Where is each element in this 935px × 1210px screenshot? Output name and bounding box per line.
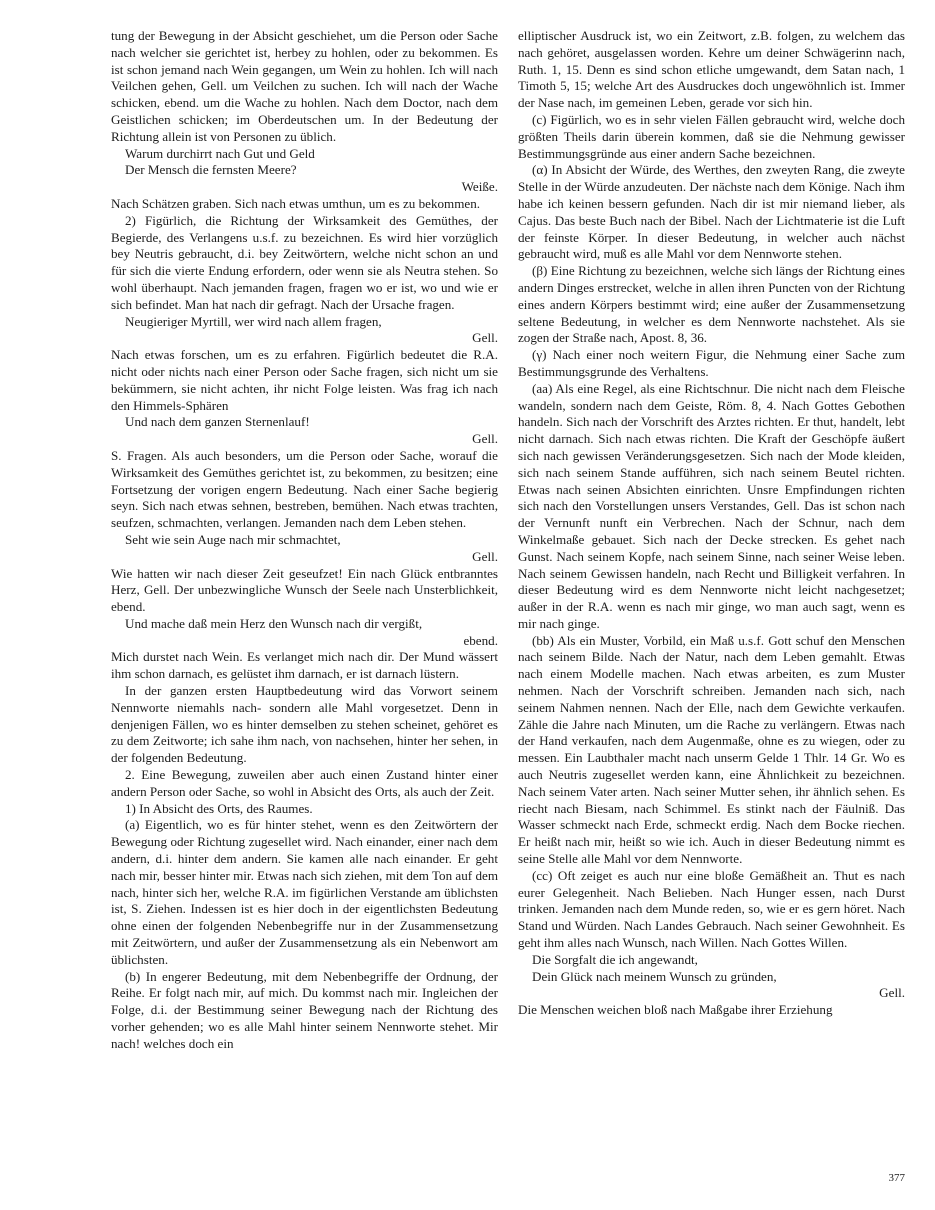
paragraph: elliptischer Ausdruck ist, wo ein Zeitwort, z.B. folgen, zu welchem das nach gehöret, ausgelassen worden. Kehre um deiner Schwägerinn nach, Ruth. 1, 15. Denn es sind schon etliche umgewandt, dem Satan nach, 1 Timoth 5, 15; welche Art des Ausdruckes doch ungewöhnlich ist. Immer der Nase nach, im gemeinen Leben, gerade vor sich hin.: [518, 28, 905, 111]
verse-line: Dein Glück nach meinem Wunsch zu gründen,: [532, 968, 777, 984]
source-citation: ebend.: [463, 632, 498, 648]
verse-line: Die Sorgfalt die ich angewandt,: [532, 951, 698, 967]
source-citation: Gell.: [472, 330, 498, 346]
indented-paragraph: (aa) Als eine Regel, als eine Richtschnur. Die nicht nach dem Fleische wandeln, sondern nach dem Geiste, Röm. 8, 4. Nach Gottes Gebothen handeln. Sich nach der Vorschrift des Arztes richten. Er thut, handelt, lebt nicht darnach. Sich nach etwas richten. Die Kraft der Geschöpfe äußert sich nach gewissen Veränderungsgesetzen. Sich nach der Mode kleiden, sich nach seinem Stande aufführen, sich nach seinem Beutel richten. Etwas nach seinen Absichten einrichten. Unsre Empfindungen richten sich nach den Vorstellungen unsers Verstandes, Gell. Das ist schon nach der Vernunft nunft ein Verbrechen. Nach der Schnur, nach dem Winkelmaße gebauet. Sich nach der Decke strecken. Es gehet nach Gunst. Nach seinem Kopfe, nach seinem Sinne, nach seiner Weise leben. Nach seinem Gewissen handeln, nach Recht und Billigkeit verfahren. In dieser Bedeutung wird es dem Nennworte nicht leicht nachgesetzet; außer in der R.A. wenn es nach mir ginge, wo man auch sagt, wenn es mir nach ginge.: [518, 380, 905, 631]
indented-paragraph: (a) Eigentlich, wo es für hinter stehet, wenn es den Zeitwörtern der Bewegung oder Richtung zugesellet wird. Nach einander, einer nach dem andern, d.i. hinter dem andern. Sie kamen alle nach einander. Er geht nach mir, besser hinter mir. Etwas nach sich ziehen, mit dem Ton auf dem nach, hinter sich her, welche R.A. im figürlichen Verstande am üblichsten ist, S. Ziehen. Indessen ist es hier doch in der eigentlichsten Bedeutung ohne einen der folgenden Nebenbegriffe nur in der Zusammensetzung mit Zeitwörtern, und außer der Zusammensetzung als ein Nebenwort am üblichsten.: [111, 817, 498, 967]
source-citation: Gell.: [879, 985, 905, 1001]
source-citation: Gell.: [472, 431, 498, 447]
left-column: [111, 28, 498, 1053]
indented-paragraph: In der ganzen ersten Hauptbedeutung wird das Vorwort seinem Nennworte niemahls nach- sondern alle Mahl vorgesetzet. Denn in denjenigen Fällen, wo es hinter demselben zu stehen scheinet, gehöret es zu dem Zeitworte; ich sahe ihm nach, von nachsehen, hinter her sehen, in der folgenden Bedeutung.: [111, 683, 498, 766]
indented-paragraph: 2) Figürlich, die Richtung der Wirksamkeit des Gemüthes, der Begierde, des Verlangens u.s.f. zu bezeichnen. Es wird hier vorzüglich bey Neutris gebraucht, d.i. bey Zeitwörtern, welche nicht schon an und für sich die vierte Endung erfordern, oder wenn sie als Neutra stehen. So wohl überhaupt. Nach jemanden fragen, fragen wo er ist, wo und wie er sich befindet. Man hat nach dir gefragt. Nach der Ursache fragen.: [111, 212, 498, 312]
right-column: [518, 28, 905, 1019]
indented-paragraph: (bb) Als ein Muster, Vorbild, ein Maß u.s.f. Gott schuf den Menschen nach seinem Bilde. Nach der Natur, nach dem Leben gemahlt. Etwas nach einem Modelle machen. Nach etwas arbeiten, es zum Muster nehmen. Nach der Vorschrift schreiben. Jemanden nach sich, nach seinem Nahmen nennen. Nach der Elle, nach dem Gewichte verkaufen. Zähle die Jahre nach Minuten, um die Rache zu verlängern. Etwas nach der Hand verkaufen, nach dem Augenmaße, ohne es zu wiegen, oder zu messen. Ein Laubthaler macht nach unserm Gelde 1 Thlr. 14 Gr. Wo es auch Neutris zugesellet werden kann, eine Ähnlichkeit zu bezeichnen. Nach seinem Vater arten. Nach seiner Mutter sehen, ihr ähnlich sehen. Es riecht nach Biesam, nach Schimmel. Es stinkt nach der Fäulniß. Das Wasser schmeckt nach Erde, schmeckt erdig. Nach dem Bocke riechen. Er heißt nach mir, heißt so wie ich. Auch in dieser Bedeutung nimmt es seine Stelle alle Mahl vor dem Nennworte.: [518, 632, 905, 867]
page-number: 377: [888, 1172, 905, 1184]
verse-line: Der Mensch die fernsten Meere?: [125, 162, 297, 178]
source-citation: Gell.: [472, 548, 498, 564]
indented-paragraph: (β) Eine Richtung zu bezeichnen, welche sich längs der Richtung eines andern Dinges erstrecket, welche in allen ihren Puncten von der Richtung eines andern Körpers bestimmt wird; eine außer der Zusammensetzung seltene Bedeutung, in welcher es dem Nennworte nachstehet. Als sie zogen der Straße nach, Apost. 8, 36.: [518, 263, 905, 346]
indented-paragraph: (α) In Absicht der Würde, des Werthes, den zweyten Rang, die zweyte Stelle in der Würde anzudeuten. Der nächste nach dem Könige. Nach ihm habe ich keinen bessern gefunden. Nach dir ist mir niemand lieber, als Cajus. Das beste Buch nach der Bibel. Nach der Lichtmaterie ist die Luft der feinste Körper. In dieser Bedeutung, in welcher auch nächst gebraucht wird, muß es alle Mahl vor dem Nennworte stehen.: [518, 162, 905, 262]
paragraph: Die Menschen weichen bloß nach Maßgabe ihrer Erziehung: [518, 1002, 833, 1018]
indented-paragraph: (c) Figürlich, wo es in sehr vielen Fällen gebraucht wird, welche doch größten Theils darin überein kommen, daß sie die Nehmung gewisser Bestimmungsgründe aus einer andern Sache bezeichnen.: [518, 111, 905, 161]
paragraph: Nach Schätzen graben. Sich nach etwas umthun, um es zu bekommen.: [111, 195, 481, 211]
indented-paragraph: (b) In engerer Bedeutung, mit dem Nebenbegriffe der Ordnung, der Reihe. Er folgt nach mir, auf mich. Du kommst nach mir. Ingleichen der Folge, d.i. der Bestimmung seiner Bewegung nach der Richtung des vorher gehenden; wo es alle Mahl hinter seinem Nennworte stehet. Mir nach! welches doch ein: [111, 968, 498, 1051]
indented-paragraph: (cc) Oft zeiget es auch nur eine bloße Gemäßheit an. Thut es nach eurer Gelegenheit. Nach Belieben. Nach Hunger essen, nach Durst trinken. Jemanden nach dem Munde reden, so, wie er es gern höret. Nach Stand und Würden. Nach Landes Gebrauch. Nach seiner Gewohnheit. Es geht ihm alles nach Wunsch, nach Willen. Nach Gottes Willen.: [518, 867, 905, 951]
paragraph: S. Fragen. Als auch besonders, um die Person oder Sache, worauf die Wirksamkeit des Gemüthes gerichtet ist, zu bekommen, zu besitzen; eine Fortsetzung der vorigen engern Bedeutung. Nach einer Sache begierig seyn. Sich nach etwas sehnen, bestreben, bemühen. Nach etwas trachten, seufzen, schmachten, verlangen. Jemanden nach dem Leben stehen.: [111, 447, 498, 531]
verse-line: Und nach dem ganzen Sternenlauf!: [125, 414, 310, 430]
paragraph: tung der Bewegung in der Absicht geschiehet, um die Person oder Sache nach welcher sie gerichtet ist, herbey zu hohlen, oder zu bekommen. Es ist schon jemand nach Wein gegangen, um Wein zu hohlen. Ich will nach Veilchen gehen, Gell. um Veilchen zu suchen. Ich will nach der Wache schicken, ebend. um die Wache zu hohlen. Nach dem Doctor, nach dem Geistlichen schicken; im Oberdeutschen um. In der Bedeutung der Richtung allein ist von Personen zu üblich.: [111, 28, 498, 144]
verse-line: Neugieriger Myrtill, wer wird nach allem fragen,: [125, 313, 382, 329]
paragraph: Nach etwas forschen, um es zu erfahren. Figürlich bedeutet die R.A. nicht oder nichts nach einer Person oder Sache fragen, sich nicht um sie bekümmern, sie nicht achten, ihr nicht Folge leisten. Was frag ich nach den Himmels-Sphären: [111, 347, 498, 413]
indented-paragraph: (γ) Nach einer noch weitern Figur, die Nehmung einer Sache zum Bestimmungsgrunde des Verhaltens.: [518, 347, 905, 379]
verse-line: Seht wie sein Auge nach mir schmachtet,: [125, 531, 341, 547]
verse-line: Warum durchirrt nach Gut und Geld: [125, 145, 315, 161]
indented-paragraph: 1) In Absicht des Orts, des Raumes.: [125, 800, 313, 816]
paragraph: Wie hatten wir nach dieser Zeit geseufzet! Ein nach Glück entbranntes Herz, Gell. Der unbezwingliche Wunsch der Seele nach Unsterblichkeit, ebend.: [111, 565, 498, 615]
source-citation: Weiße.: [461, 179, 498, 195]
indented-paragraph: 2. Eine Bewegung, zuweilen aber auch einen Zustand hinter einer andern Person oder Sache, so wohl in Absicht des Orts, als auch der Zeit.: [111, 767, 498, 799]
paragraph: Mich durstet nach Wein. Es verlanget mich nach dir. Der Mund wässert ihm schon darnach, es gelüstet ihm darnach, er ist darnach lüstern.: [111, 649, 498, 682]
verse-line: Und mache daß mein Herz den Wunsch nach dir vergißt,: [125, 615, 423, 631]
